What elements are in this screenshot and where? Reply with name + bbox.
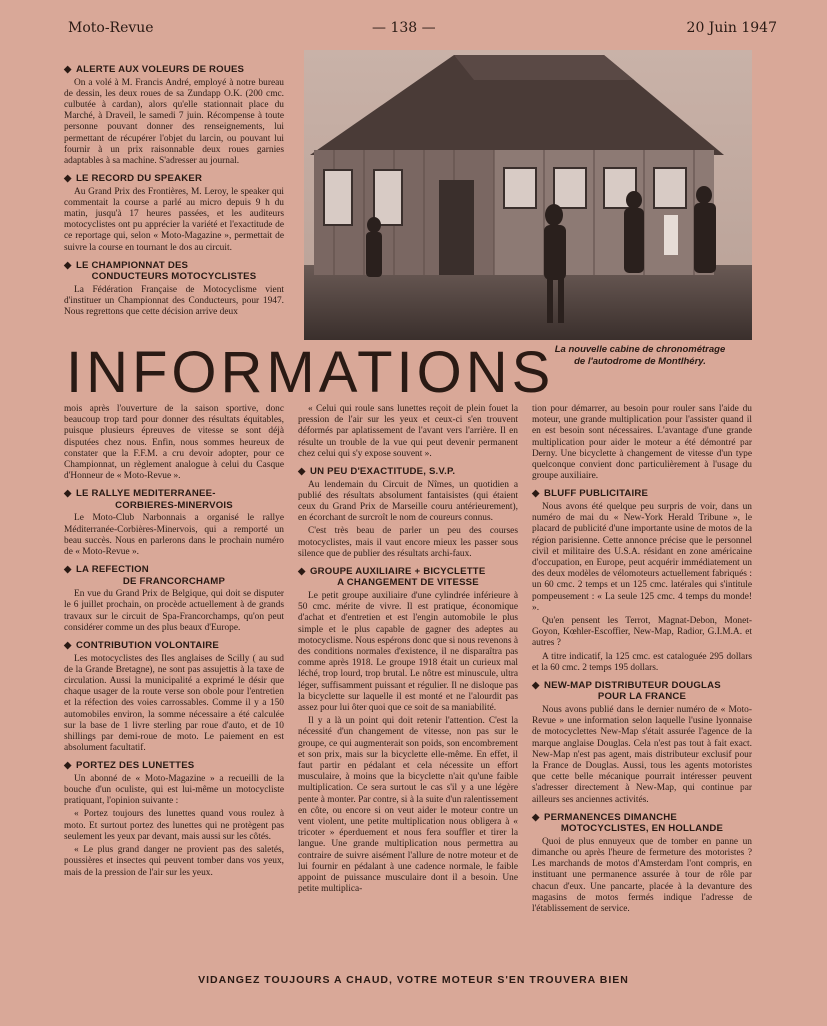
paragraph: En vue du Grand Prix de Belgique, qui doit se disputer le 6 juillet prochain, on procède actuellement à de grands travaux sur le circuit de Spa-Francorchamps, qu'on peut considérer comme un des plus beaux d'Europe. (64, 589, 284, 633)
diamond-icon: ◆ (64, 488, 72, 500)
section-heading-subline: MOTOCYCLISTES, EN HOLLANDE (560, 823, 724, 835)
diamond-icon: ◆ (64, 564, 72, 576)
paragraph: mois après l'ouverture de la saison sportive, donc beaucoup trop tard pour donner des résultats équitables, puisque plusieurs épreuves de vitesse se sont déjà disputées chez nous. Enfin, nous sommes heureux de constater que la F.F.M. a cru devoir adopter, pour ce Championnat, un règlement analogue à celui du Casque d'Honneur de « Moto-Revue ». (64, 404, 284, 482)
diamond-icon: ◆ (532, 679, 540, 691)
paragraph: tion pour démarrer, au besoin pour rouler sans l'aide du moteur, une grande multiplication pour l'assister quand il en est besoin sont nécessaires. L'avantage d'une grande multiplication pour aider le moteur a été démontré par Derny. Une bicyclette à changement de vitesse d'un type quelconque convient donc particulièrement à l'usage du groupe auxiliaire. (532, 404, 752, 482)
section-heading-text: ALERTE AUX VOLEURS DE ROUES (76, 64, 245, 75)
section-heading-text: LE RECORD DU SPEAKER (76, 173, 203, 185)
section-heading-text: NEW-MAP DISTRIBUTEUR DOUGLAS (544, 679, 721, 691)
section-heading-text: PERMANENCES DIMANCHE (544, 811, 677, 823)
diamond-icon: ◆ (64, 173, 72, 185)
section-heading (64, 564, 284, 587)
section-heading-subline: CORBIERES-MINERVOIS (115, 499, 233, 511)
section-heading (298, 566, 518, 589)
paragraph: « Celui qui roule sans lunettes reçoit de plein fouet la pression de l'air sur les yeux et ceux-ci s'en trouvent déformés par aplatissement de l'avant vers l'arrière. Il en résulte un trouble de la vue qui peut devenir permanent chez celui qui s'y expose souvent ». (298, 404, 518, 459)
section-heading (64, 64, 284, 76)
section-heading-text: GROUPE AUXILIAIRE + BICYCLETTE (310, 565, 486, 577)
section-heading-text: CONTRIBUTION VOLONTAIRE (76, 640, 219, 652)
header-date: 20 Juin 1947 (686, 20, 777, 36)
header-magazine-name: Moto-Revue (68, 20, 154, 36)
section-heading (64, 260, 284, 283)
section-heading (532, 488, 752, 500)
paragraph: Quoi de plus ennuyeux que de tomber en panne un dimanche ou après l'heure de fermeture des motoristes ? Les marchands de motos d'Amsterdam l'ont compris, en instituant une permanence assurée à tour de rôle par chacun d'eux. Une pancarte, placée à la devanture des magasins de motos fermés indique l'adresse de l'établissement de service. (532, 836, 752, 915)
diamond-icon: ◆ (298, 466, 306, 478)
section-heading (64, 173, 284, 185)
section-heading (532, 680, 752, 703)
header-page-number: — 138 — (372, 20, 436, 36)
paragraph: On a volé à M. Francis André, employé à notre bureau de dessin, les deux roues de sa Zundapp O.K. (200 cmc. culbutée à cardan), alors qu'elle stationnait place du Marché, à Draveil, le samedi 7 juin. Récompense à toute personne pouvant donner des renseignements, lui permettant de récupérer l'objet du larcin, ou pouvant lui fournir à un prix raisonnable deux roues garnies adaptables à sa machine. S'adresser au journal. (64, 77, 284, 166)
paragraph: Le petit groupe auxiliaire d'une cylindrée inférieure à 50 cmc. mérite de vivre. Il est pratique, économique d'achat et d'entretien et est l'engin automobile le plus simple et le plus capable de gagner des adeptes au motocyclisme. Nous espérons donc que si nous revenons à des conditions normales d'existence, il ne disparaîtra pas comme après 1918. Le groupe 1918 était un curieux mal léché, trop lourd, trop brutal. Le nôtre est minuscule, ultra léger, suffisamment puissant et régulier. Il ne disloque pas la bicyclette sur laquelle il est monté et ne l'alourdit pas assez pour lui ôter quoi que ce soit de sa maniabilité. (298, 590, 519, 713)
section-heading-text: LE RALLYE MEDITERRANEE- (76, 488, 216, 500)
diamond-icon: ◆ (298, 565, 306, 577)
paragraph: A titre indicatif, la 125 cmc. est cataloguée 295 dollars et la 60 cmc. 2 temps 195 dollars. (532, 651, 752, 673)
paragraph: Les motocyclistes des Iles anglaises de Scilly ( au sud de la Grande Bretagne), ne sont pas assujettis à la taxe de circulation. Aussi la municipalité a exprimé le désir que chaque usager de la route verse son obole pour l'entretien et la réfection des voies carrossables. Comme il y a 150 automobiles environ, la somme nécessaire a été calculée sur la base de 1 livre sterling par roue d'auto, et de 10 shillings par demi-roue de moto. Le paiement en est absolument facultatif. (64, 653, 284, 754)
paragraph: Au Grand Prix des Frontières, M. Leroy, le speaker qui commentait la course a parlé au micro depuis 9 h du matin, jusqu'à 17 heures passées, et les auditeurs motocyclistes ont pu apprécier la variété et l'exactitude de ce reportage qui, selon « Moto-Magazine », permettait de suivre la course en tournant le dos au circuit. (64, 186, 284, 253)
section-heading-subline: POUR LA FRANCE (597, 691, 687, 703)
diamond-icon: ◆ (64, 760, 72, 772)
paragraph: « Le plus grand danger ne provient pas des saletés, poussières et insectes qui peuvent tomber dans vos yeux, mais de la pression de l'air sur les yeux. (64, 845, 284, 878)
section-heading-subline: A CHANGEMENT DE VITESSE (337, 577, 479, 589)
section-heading (64, 488, 284, 511)
section-heading-text: UN PEU D'EXACTITUDE, S.V.P. (310, 466, 456, 478)
column-2 (298, 404, 518, 897)
photo-chronometry-cabin (304, 50, 752, 340)
paragraph: Au lendemain du Circuit de Nîmes, un quotidien a publié des résultats absolument fantaisistes (qui étaient ceux du Grand Prix de Marseille couru antérieurement), en écorchant de surcroît le nom de coureurs connus. (298, 479, 518, 524)
page-title: INFORMATIONS (66, 340, 555, 405)
paragraph: Qu'en pensent les Terrot, Magnat-Debon, Monet-Goyon, Kœhler-Escoffier, New-Map, Radior, G.I.M.A. et autres ? (532, 615, 752, 649)
section-heading (298, 466, 518, 478)
section-heading-subline: DE FRANCORCHAMP (122, 575, 226, 587)
footer-slogan: VIDANGEZ TOUJOURS A CHAUD, VOTRE MOTEUR S'EN TROUVERA BIEN (198, 974, 629, 986)
paragraph: La Fédération Française de Motocyclisme vient d'instituer un Championnat des Conducteurs, pour 1947. Nous regrettons que cette décision arrive deux (64, 284, 284, 318)
section-heading (64, 640, 284, 652)
column-top-left (64, 58, 284, 320)
paragraph: Il y a là un point qui doit retenir l'attention. C'est la nécessité d'un changement de vitesse, non pas sur le groupe, ce qui augmenterait son poids, son encombrement et son prix, mais sur la bicyclette elle-même. En effet, il faut partir en pédalant et cela nécessite un effort musculaire, à moins que la bicyclette n'ait qu'une faible multiplication. Ce sera surtout le cas s'il y a une légère pente à monter. Par contre, si à la suite d'un ralentissement en côte, ou encore si on veut aider le moteur contre un vent violent, une petite multiplication nous obligera à « tricoter » éperduement et nous fera souffler et tirer la langue. Une grande multiplication nous permettra au contraire de suivre aisément l'allure de notre moteur et de lui fournir en pédalant à une cadence normale, le faible appoint de puissance musculaire dont il a besoin. Une petite multiplica- (298, 716, 518, 895)
section-heading-subline: CONDUCTEURS MOTOCYCLISTES (91, 271, 257, 283)
diamond-icon: ◆ (64, 259, 72, 271)
section-heading (64, 760, 284, 772)
diamond-icon: ◆ (532, 811, 540, 823)
paragraph: C'est très beau de parler un peu des courses motocyclistes, mais il vaut encore mieux les passer sous silence que de publier des résultats archi-faux. (298, 526, 518, 559)
section-heading-text: BLUFF PUBLICITAIRE (544, 488, 649, 500)
paragraph: Le Moto-Club Narbonnais a organisé le rallye Méditerranée-Corbières-Minervois, qui a remporté un beau succès. Nous en parlerons dans le prochain numéro de « Moto-Revue ». (64, 513, 284, 558)
photo-caption: La nouvelle cabine de chronométrage de l'autodrome de Montlhéry. (554, 344, 726, 367)
section-heading (532, 812, 752, 835)
column-3 (532, 404, 752, 917)
paragraph: Un abonné de « Moto-Magazine » a recueilli de la bouche d'un oculiste, qui est lui-même un motocycliste pratiquant, l'opinion suivante : (64, 773, 284, 807)
diamond-icon: ◆ (532, 488, 540, 500)
section-heading-text: PORTEZ DES LUNETTES (76, 760, 195, 772)
diamond-icon: ◆ (64, 640, 72, 652)
section-heading-text: LE CHAMPIONNAT DES (76, 259, 189, 271)
paragraph: « Portez toujours des lunettes quand vous roulez à moto. Et surtout portez des lunettes qui ne protègent pas seulement les yeux par devant, mais aussi sur les côtés. (64, 809, 284, 842)
paragraph: Nous avons été quelque peu surpris de voir, dans un numéro de mai du « New-York Herald Tribune », le placard de publicité d'une importante usine de motos de la région parisienne. Cette annonce précise que le personnel civil et militaire des U.S.A. résidant en zone américaine d'occupation, en Europe, peut acquérir immédiatement un des deux modèles de vélomoteurs actuellement fabriqués : un 60 cmc. 2 temps et un 125 cmc. latérales qui s'intitule pompeusement : « La seule 125 cmc. 4 temps du monde! ». (532, 501, 752, 613)
section-heading-text: LA REFECTION (76, 564, 149, 576)
diamond-icon: ◆ (64, 64, 72, 75)
paragraph: Nous avons publié dans le dernier numéro de « Moto-Revue » une information selon laquelle l'usine lyonnaise de motocyclettes New-Map s'était assurée l'agence de la marque anglaise Douglas. Cela n'est pas tout à fait exact. New-Map n'est pas agent, mais distributeur exclusif pour la France de Douglas. Aussi, tous les agents motoristes que cette belle mécanique pourrait intéresser peuvent s'adresser directement à New-Map, qui continue par ailleurs ses anciennes activités. (532, 704, 752, 805)
column-1 (64, 404, 284, 881)
